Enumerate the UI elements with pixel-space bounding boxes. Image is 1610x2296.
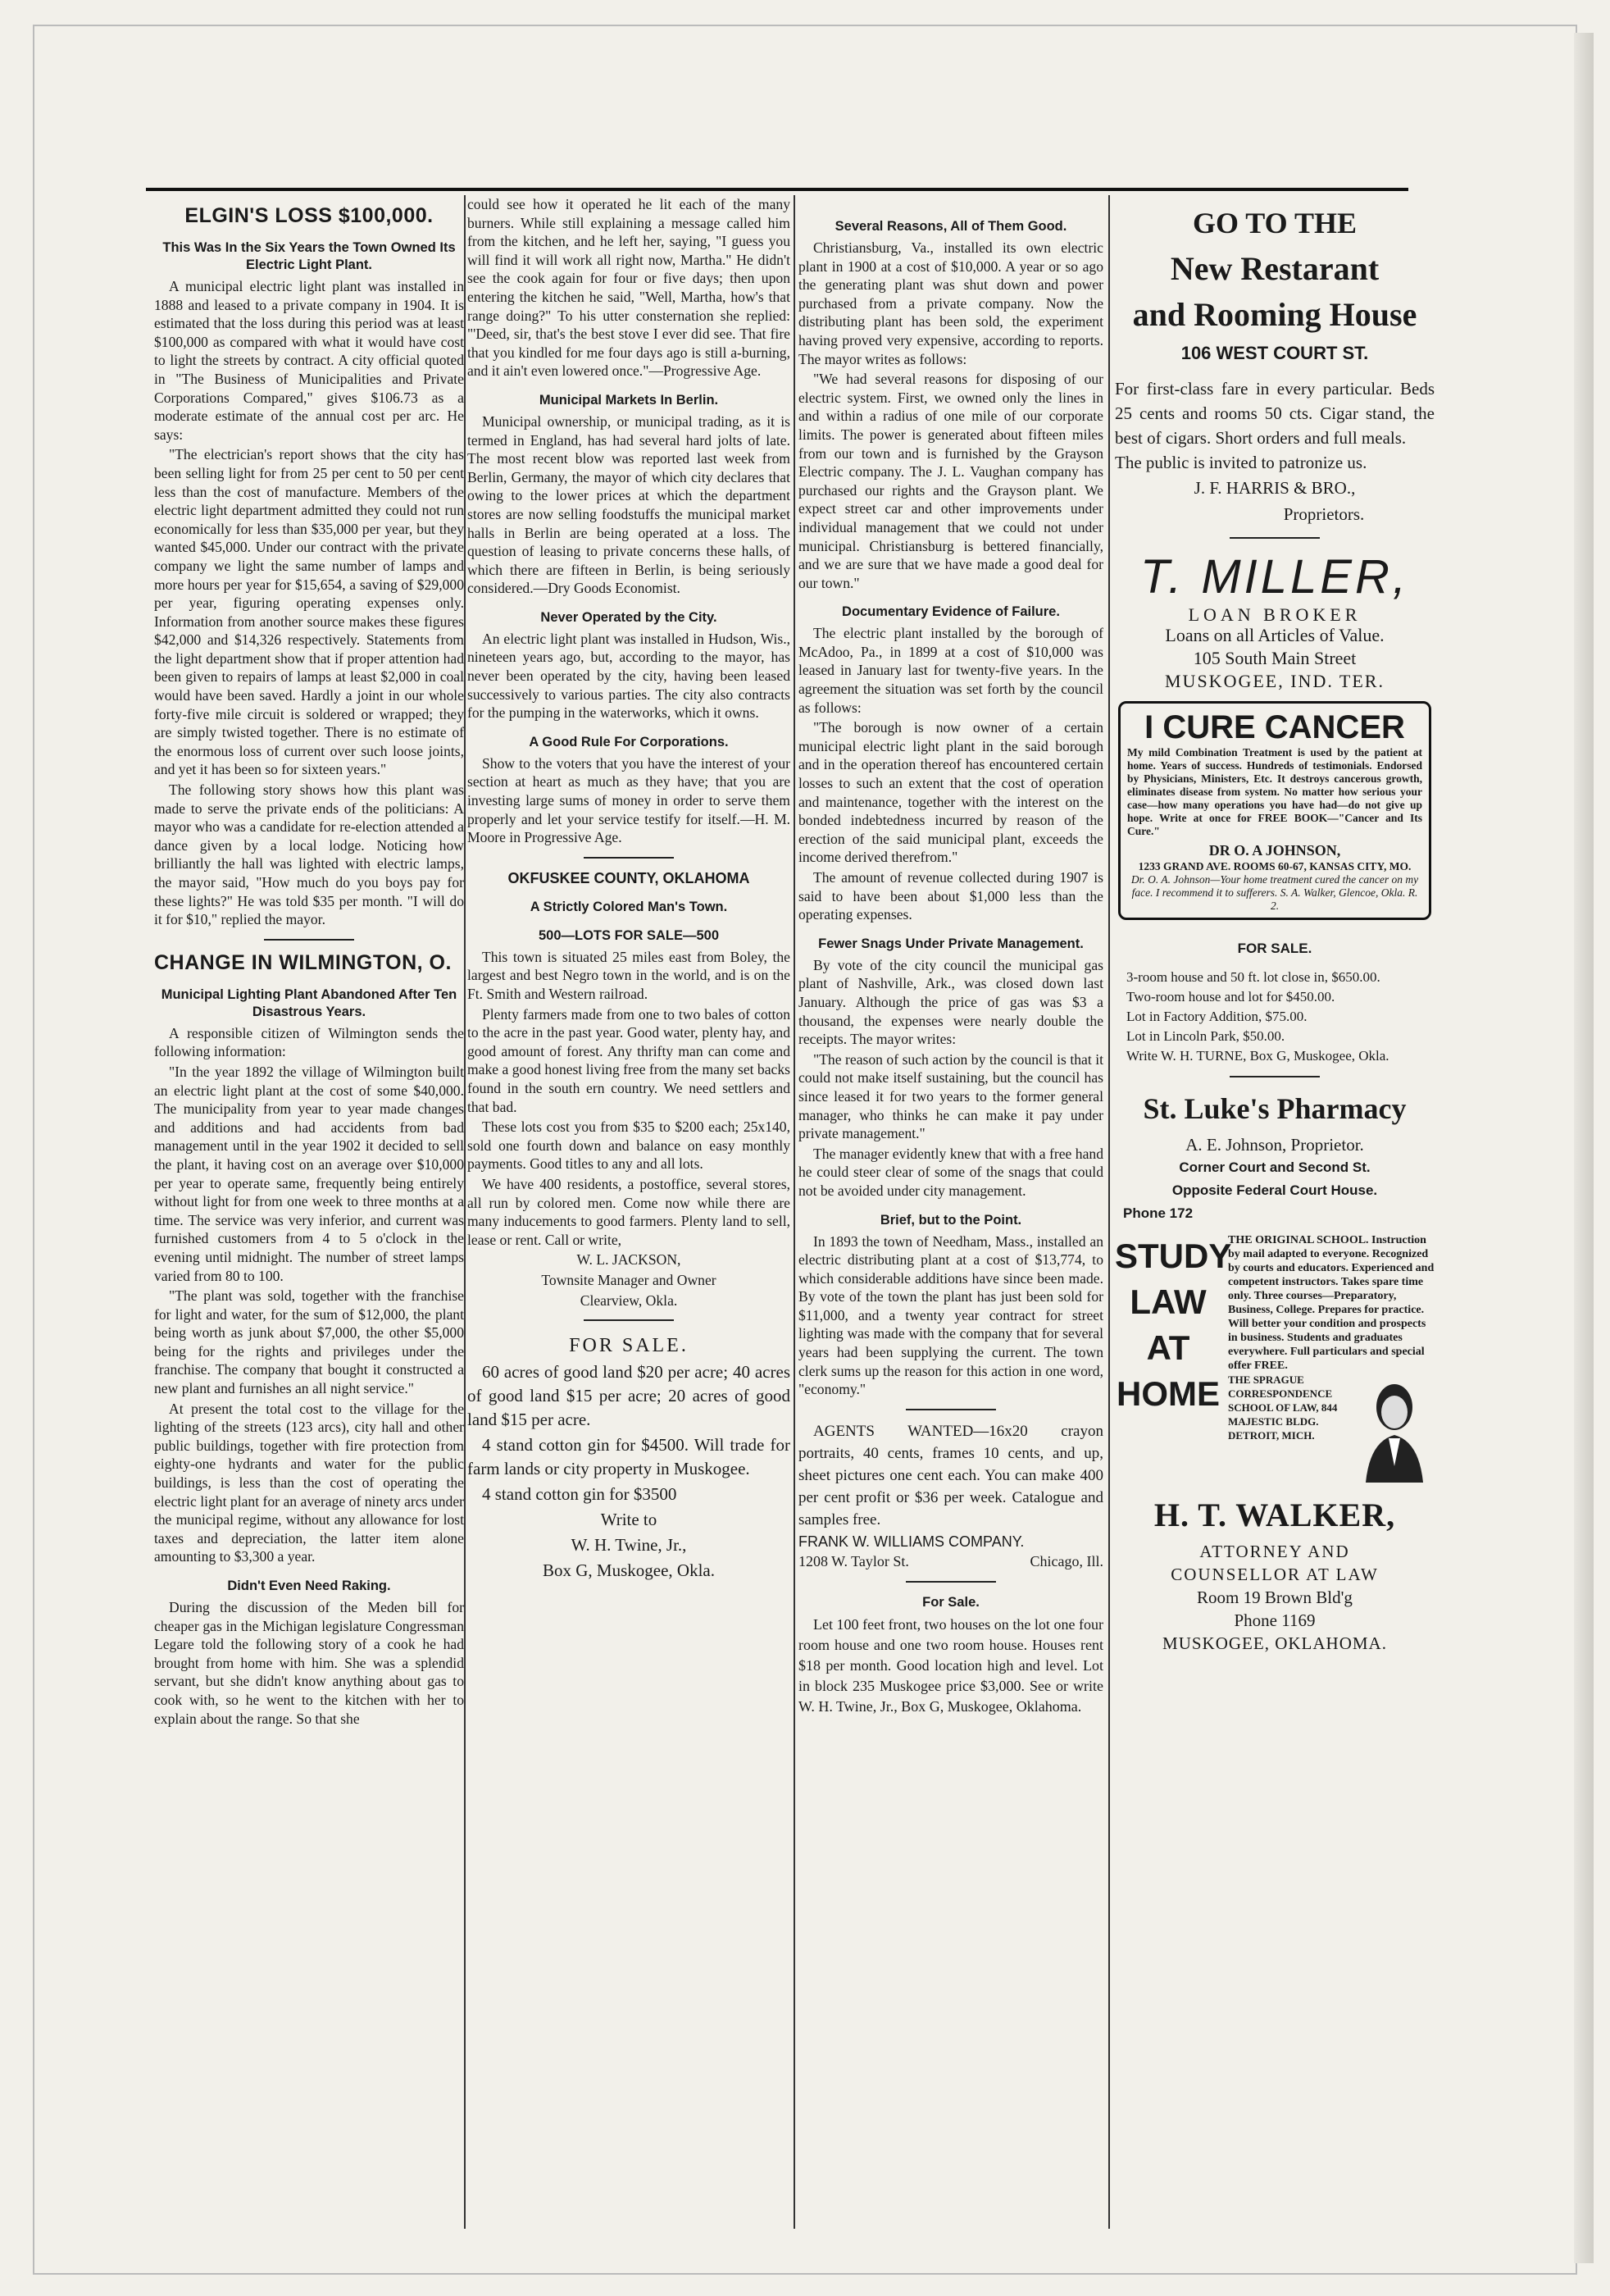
- separator: [584, 857, 674, 859]
- article-paragraph: At present the total cost to the village for the lighting of the streets (123 arcs), city hall and other public buildings, together with fire protection from eighty-one hydrants and water for the public buildings, is less than the cost of operating the electric light plant for an average of ninety arcs under the municipal regime, without any allowance for lost taxes and depreciation, the latter item alone amounting to $3,300 a year.: [154, 1400, 464, 1565]
- ad-study-word: AT: [1146, 1328, 1190, 1368]
- ad-study-law: [1115, 1233, 1435, 1486]
- ad-forsale-title: FOR SALE.: [1237, 940, 1312, 956]
- article-paragraph: In 1893 the town of Needham, Mass., installed an electric distributing plant at a cost of $13,774, to which considerable additions have since been made. By vote of the town the plant has just been sold for $11,000, and a twenty year contract for street lighting was made with the company that for several years had been supplying the current. The town clerk sums up the reason for this action in one word, "economy.": [798, 1232, 1103, 1398]
- ad-paragraph: These lots cost you from $35 to $200 each; 25x140, sold one fourth down and balance on easy monthly payments. Good titles to any and all lots.: [467, 1118, 790, 1173]
- article-paragraph: "In the year 1892 the village of Wilmington built an electric light plant at the cost of some $40,000. The municipality from year to year made changes and additions and had accidents from bad management until in the year 1902 it decided to sell the plant, it having cost on an average over $10,000 per year to operate same, frequently being entirely without light for from one week to three months at a time. The service was very inferior, and current was furnished customers from 4 to 5 o'clock in the evening until midnight. The number of street lamps varied from 80 to 100.: [154, 1063, 464, 1284]
- separator: [264, 939, 354, 941]
- signature: Box G, Muskogee, Okla.: [543, 1560, 715, 1581]
- ad-forsale-line: Lot in Lincoln Park, $50.00.: [1126, 1028, 1285, 1045]
- signature: W. H. Twine, Jr.,: [571, 1535, 687, 1556]
- ad-restaurant-address: 106 WEST COURT ST.: [1180, 343, 1369, 363]
- column-rule-1: [464, 195, 466, 2229]
- ad-paragraph: Plenty farmers made from one to two bales of cotton to the acre in the past year. Good water, plenty hay, and good amount of forest. Any thrifty man can come and make a good honest living free from the many set backs found in the south ern country. We need settlers and that bad.: [467, 1005, 790, 1115]
- article-paragraph: "The electrician's report shows that the city has been selling light for from 25 per cent to 50 per cent less than the cost of manufacture. Members of the electric light department admitted they could not run economically for less than $35,000 per year, but they wanted $45,000. Under our contract with the private company we light the same number of lamps and more hours per year for $15,654, a saving of $29,000 per year, figuring operating expenses only. Information from another source makes these figures $42,000 and $14,326 respectively. Statements from the light department show that if proper attention had been given to repairs of lamps at least $2,000 in coal would have been saved. Hardly a joint in our whole forty-five mile circuit is soldered or wrapped; they are simply twisted together. There is no estimate of the enormous loss of current over such loose joints, and yet it has been so for sixteen years.": [154, 446, 464, 778]
- ad-restaurant-proprietors: Proprietors.: [1283, 503, 1365, 524]
- signature: Write to: [600, 1510, 657, 1530]
- ad-walker-line2: COUNSELLOR AT LAW: [1171, 1565, 1379, 1585]
- signature: W. L. JACKSON,: [576, 1251, 681, 1269]
- ad-address: 1208 W. Taylor St.: [798, 1553, 909, 1570]
- ad-restaurant-line2: New Restarant: [1170, 250, 1380, 287]
- ad-paragraph: Let 100 feet front, two houses on the lot one four room house and one two room house. Houses rent $18 per month. Good location high and level. Lot in block 235 Muskogee price $3,000. See or write W. H. Twine, Jr., Box G, Muskogee, Oklahoma.: [798, 1616, 1103, 1715]
- column-3: [798, 195, 1103, 2237]
- article-paragraph: The amount of revenue collected during 1907 is said to have been about $1,000 less than the operating expenses.: [798, 869, 1103, 923]
- for-sale-heading: FOR SALE.: [569, 1335, 689, 1357]
- ad-pharmacy-line1: A. E. Johnson, Proprietor.: [1185, 1135, 1364, 1155]
- ad-study-word: LAW: [1130, 1282, 1207, 1322]
- ad-walker-line1: ATTORNEY AND: [1199, 1542, 1350, 1562]
- ad-pharmacy-title: St. Luke's Pharmacy: [1143, 1092, 1407, 1126]
- ad-paragraph: AGENTS WANTED—16x20 crayon portraits, 40 cents, frames 10 cents, and up, sheet pictures one cent each. You can make 400 per cent profit or $36 per week. Catalogue and samples free.: [798, 1422, 1103, 1528]
- ad-miller-line1: LOAN BROKER: [1188, 604, 1362, 625]
- article-paragraph: During the discussion of the Meden bill for cheaper gas in the Michigan legislature Congressman Legare told the following story of a cook he had brought from home with him. She was a splendid servant, but she didn't know anything about gas to cook with, so he went to the kitchen with her to explain about the range. So that she: [154, 1599, 464, 1727]
- column-4-ads: [1115, 195, 1435, 2237]
- ad-paragraph: 4 stand cotton gin for $4500. Will trade for farm lands or city property in Muskogee.: [467, 1435, 790, 1479]
- ad-company: FRANK W. WILLIAMS COMPANY.: [798, 1533, 1025, 1550]
- ad-restaurant-body2: The public is invited to patronize us.: [1115, 452, 1367, 472]
- signature: Townsite Manager and Owner: [541, 1271, 716, 1288]
- ad-walker-name: H. T. WALKER,: [1153, 1496, 1396, 1534]
- article-paragraph: Show to the voters that you have the interest of your section at heart as much as they have; that you are investing large sums of money in order to serve them properly and let your service testify for itself.—H. M. Moore in Progressive Age.: [467, 754, 790, 846]
- ad-restaurant-signature: J. F. HARRIS & BRO.,: [1194, 477, 1356, 498]
- ad-paragraph: This town is situated 25 miles east from Boley, the largest and best Negro town in the world, and is on the Ft. Smith and Western railroad.: [467, 948, 790, 1002]
- subhead-okfuskee: A Strictly Colored Man's Town.: [530, 899, 728, 914]
- article-paragraph: Municipal ownership, or municipal trading, as it is termed in England, has had several hard jolts of late. The most recent blow was reported last week from Berlin, Germany, the mayor of which city declares that owing to the lower prices at which the department stores are now selling foodstuffs the municipal market halls in Berlin are being operated at a loss. The question of leasing to private concerns these halls, of which there are fifteen in Berlin, is being seriously considered.—Dry Goods Economist.: [467, 412, 790, 597]
- headline-wilmington: CHANGE IN WILMINGTON, O.: [154, 950, 452, 974]
- ad-cancer-address: 1233 GRAND AVE. ROOMS 60-67, KANSAS CITY, MO.: [1138, 859, 1412, 872]
- article-paragraph: "The borough is now owner of a certain municipal electric light plant in the said borough and in the operation thereof has encountered certain losses to such an extent that the cost of operation and maintenance, together with the interest on the bonded indebtedness incurred by reason of the erection of the said municipal plant, exceeds the income derived therefrom.": [798, 719, 1103, 866]
- separator: [906, 1581, 996, 1583]
- separator: [584, 1319, 674, 1321]
- headline-brief: Brief, but to the Point.: [880, 1212, 1022, 1228]
- ad-paragraph: 60 acres of good land $20 per acre; 40 acres of good land $15 per acre; 20 acres of good land $15 per acre.: [467, 1362, 790, 1430]
- ad-cancer-testimonial: Dr. O. A. Johnson—Your home treatment cured the cancer on my face. I recommend it to sufferers. S. A. Walker, Glencoe, Okla. R. 2.: [1130, 872, 1419, 912]
- headline-fewer-snags: Fewer Snags Under Private Management.: [818, 936, 1084, 951]
- article-paragraph: The following story shows how this plant was made to serve the private ends of the politicians: A mayor who was a candidate for re-election attended a dance given by a local lodge. Noticing how brilliantly the hall was lighted with electric lamps, the mayor said, "How much do you boys pay for these lights?" He was told $35 per month. "I will do it for $10," replied the mayor.: [154, 781, 464, 928]
- headline-okfuskee: OKFUSKEE COUNTY, OKLAHOMA: [507, 869, 750, 886]
- headline-reasons: Several Reasons, All of Them Good.: [835, 219, 1067, 234]
- ad-restaurant-line1: GO TO THE: [1192, 207, 1358, 239]
- portrait-illustration: [1358, 1376, 1431, 1483]
- ad-restaurant-line3: and Rooming House: [1132, 296, 1417, 333]
- ad-walker-line3: Room 19 Brown Bld'g: [1197, 1588, 1353, 1608]
- column-rule-2: [794, 195, 795, 2229]
- column-1: [154, 195, 464, 2237]
- ad-forsale-line: Lot in Factory Addition, $75.00.: [1126, 1009, 1308, 1025]
- article-paragraph: The manager evidently knew that with a free hand he could steer clear of some of the snags that could not be avoided under city management.: [798, 1145, 1103, 1199]
- ad-miller-line4: MUSKOGEE, IND. TER.: [1165, 671, 1385, 692]
- ad-walker-line4: Phone 1169: [1234, 1610, 1316, 1631]
- headline-elgin: ELGIN'S LOSS $100,000.: [184, 204, 434, 227]
- top-rule: [146, 188, 1408, 191]
- article-paragraph: By vote of the city council the municipal gas plant of Nashville, Ark., was closed down last January. Although the price of gas was $3 a thousand, the expenses were nearly double the receipts. The mayor writes:: [798, 956, 1103, 1048]
- ad-study-word: STUDY: [1115, 1237, 1232, 1276]
- headline-raking: Didn't Even Need Raking.: [227, 1578, 391, 1593]
- lots-for-sale: 500—LOTS FOR SALE—500: [538, 927, 720, 943]
- ad-walker-line5: MUSKOGEE, OKLAHOMA.: [1162, 1633, 1387, 1654]
- ad-study-body: THE ORIGINAL SCHOOL. Instruction by mail adapted to everyone. Recognized by courts and educators. Experienced and competent instructors. Takes spare time only. Three courses—Preparatory, Business, College. Prepares for practice. Will better your condition and prospects in business. Students and graduates everywhere. Full particulars and special offer FREE.: [1228, 1234, 1435, 1373]
- ad-study-word: HOME: [1117, 1374, 1220, 1414]
- article-paragraph: could see how it operated he lit each of the many burners. While still explaining a message called him from the kitchen, and he left her, saying, "I guess you will find it will work all right now, Martha." He didn't see the cook again for four or five days; then upon entering the kitchen he said, "Well, Martha, how's that range doing?" To his utter consternation she replied: "'Deed, sir, that's the best stove I ever did see. That fire that you kindled for me four days ago is still a-burning, and it ain't even lowered once."—Progressive Age.: [467, 196, 790, 380]
- headline-good-rule: A Good Rule For Corporations.: [529, 734, 729, 749]
- subhead-elgin: This Was In the Six Years the Town Owned Its Electric Light Plant.: [162, 240, 456, 272]
- column-2: [467, 195, 790, 2237]
- ad-cancer-title: I CURE CANCER: [1144, 709, 1405, 746]
- headline-never-operated: Never Operated by the City.: [540, 609, 717, 625]
- ad-paragraph: 4 stand cotton gin for $3500: [482, 1484, 677, 1505]
- ad-forsale-line: Write W. H. TURNE, Box G, Muskogee, Okla.: [1126, 1048, 1389, 1064]
- ad-city: Chicago, Ill.: [1030, 1553, 1103, 1570]
- article-paragraph: "The plant was sold, together with the franchise for light and water, for the sum of $12,000, the plant being worth as junk about $7,000, the other $5,000 being for the rights and privileges under the franchise. The company that bought it constructed a new plant and furnishes an all night service.": [154, 1287, 464, 1397]
- ad-forsale-line: Two-room house and lot for $450.00.: [1126, 989, 1335, 1005]
- for-sale-heading: For Sale.: [922, 1595, 980, 1610]
- article-paragraph: "We had several reasons for disposing of our electric system. First, we owned only the lines in and within a radius of one mile of our corporate limits. The power is generated about fifteen miles from our town and is furnished by the Grayson Electric company. The J. L. Vaughan company has purchased our rights and the Grayson plant. We expect street car and other improvements under individual management that we could not under municipal. Christiansburg is bettered financially, and we are sure that we have made a good deal for our town.": [798, 371, 1103, 591]
- article-paragraph: A municipal electric light plant was installed in 1888 and leased to a private company in 1904. It is estimated that the loss during this period was at least $100,000 as compared with what it would have cost to light the streets by contract. A city official quoted in "The Business of Municipalities and Private Corporations Compared," gives $106.73 as a moderate estimate of the annual cost per arc. He says:: [154, 278, 464, 443]
- article-paragraph: "The reason of such action by the council is that it could not make itself sustaining, but the council has since leased it for two years to the former general manager, who thinks he can make it pay under private management.": [798, 1050, 1103, 1142]
- ad-pharmacy-line3: Opposite Federal Court House.: [1171, 1182, 1378, 1199]
- page-edge-shadow: [1574, 33, 1594, 2263]
- ad-miller-line2: Loans on all Articles of Value.: [1165, 625, 1385, 646]
- ad-miller-line3: 105 South Main Street: [1193, 648, 1357, 669]
- ad-miller-name: T. MILLER,: [1140, 549, 1409, 604]
- headline-documentary: Documentary Evidence of Failure.: [842, 604, 1060, 620]
- subhead-wilmington: Municipal Lighting Plant Abandoned After Ten Disastrous Years.: [161, 986, 457, 1019]
- ad-pharmacy-line2: Corner Court and Second St.: [1179, 1159, 1371, 1176]
- ad-cancer-box: [1118, 701, 1431, 920]
- article-paragraph: The electric plant installed by the borough of McAdoo, Pa., in 1899 at a cost of $10,000 was leased in January last for twenty-five years. In the agreement the situation was set forth by the council as follows:: [798, 625, 1103, 716]
- article-paragraph: Christiansburg, Va., installed its own electric plant in 1900 at a cost of $10,000. A year or so ago the generating plant was shut down and power purchased from a private company. Now the distributing plant has been sold, the experiment having proved very expensive, according to reports. The mayor writes as follows:: [798, 239, 1103, 367]
- signature: Clearview, Okla.: [580, 1292, 678, 1309]
- ad-restaurant-body: For first-class fare in every particular. Beds 25 cents and rooms 50 cts. Cigar stand, the best of cigars. Short orders and full meals.: [1115, 378, 1435, 448]
- ad-study-school: THE SPRAGUE CORRESPONDENCE SCHOOL OF LAW, 844 MAJESTIC BLDG. DETROIT, MICH.: [1228, 1374, 1338, 1442]
- ad-cancer-body: My mild Combination Treatment is used by the patient at home. Years of success. Hundreds of testimonials. Endorsed by Physicians, Ministers, Etc. It destroys cancerous growth, eliminates disease from system. No matter how serious your case—how many operations you have had—do not give up hope. Write at once for FREE BOOK—"Cancer and Its Cure.": [1127, 746, 1422, 838]
- separator: [1230, 1076, 1320, 1077]
- headline-berlin: Municipal Markets In Berlin.: [539, 392, 719, 408]
- column-rule-3: [1108, 195, 1110, 2229]
- ad-paragraph: We have 400 residents, a postoffice, several stores, all run by colored men. Come now while there are many inducements to good farmers. Plenty land to sell, lease or rent. Call or write,: [467, 1175, 790, 1248]
- ad-forsale-line: 3-room house and 50 ft. lot close in, $650.00.: [1126, 969, 1380, 986]
- ad-cancer-name: DR O. A JOHNSON,: [1208, 842, 1341, 859]
- separator: [1230, 537, 1320, 539]
- ad-pharmacy-phone: Phone 172: [1123, 1205, 1194, 1222]
- article-paragraph: A responsible citizen of Wilmington sends the following information:: [154, 1024, 464, 1060]
- separator: [906, 1409, 996, 1410]
- article-paragraph: An electric light plant was installed in Hudson, Wis., nineteen years ago, but, according to the mayor, has never been operated by the city, having been leased successively to various parties. The city also contracts for the pumping in the waterworks, which it owns.: [467, 630, 790, 722]
